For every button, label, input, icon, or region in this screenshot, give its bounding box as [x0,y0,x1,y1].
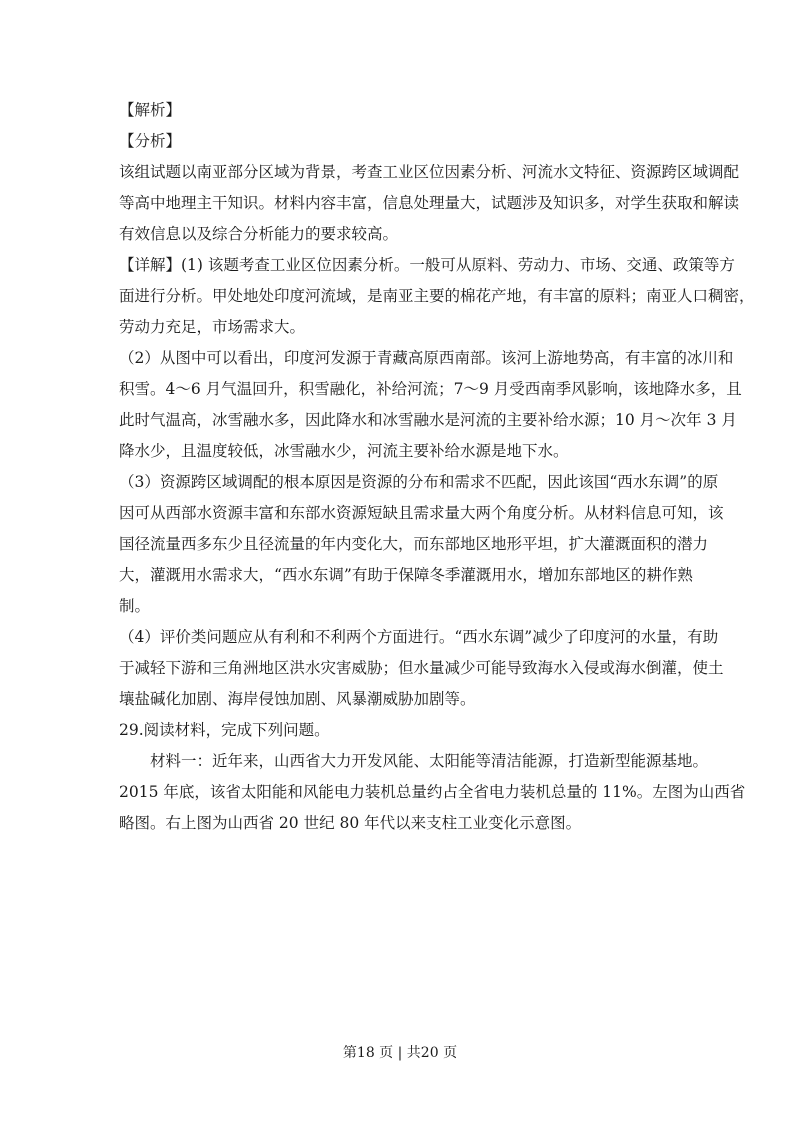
part2-line: 降水少，且温度较低，冰雪融水少，河流主要补给水源是地下水。 [119,442,569,460]
detail-line: 【详解】(1) 该题考查工业区位因素分析。一般可从原料、劳动力、市场、交通、政策等方 [119,256,735,274]
part2-line: （2）从图中可以看出，印度河发源于青藏高原西南部。该河上游地势高，有丰富的冰川和 [119,349,734,367]
part2-line: 积雪。4～6 月气温回升，积雪融化，补给河流；7～9 月受西南季风影响，该地降水多，且 [119,380,742,398]
page-footer: 第18 页 | 共20 页 [342,1045,458,1061]
material-line: 2015 年底，该省太阳能和风能电力装机总量约占全省电力装机总量的 11%。左图为山西省 [119,783,746,801]
detail-line: 劳动力充足，市场需求大。 [119,318,306,336]
part3-line: 国径流量西多东少且径流量的年内变化大，而东部地区地形平坦，扩大灌溉面积的潜力 [119,535,709,553]
analysis-line: 有效信息以及综合分析能力的要求较高。 [119,225,399,243]
heading-jiexi: 【解析】 [119,101,182,119]
page-content [119,100,755,833]
material-line: 略图。右上图为山西省 20 世纪 80 年代以来支柱工业变化示意图。 [119,814,582,832]
part4-line: （4）评价类问题应从有利和不利两个方面进行。“西水东调”减少了印度河的水量，有助 [119,628,719,646]
part3-line: 制。 [119,597,151,615]
part3-line: 大，灌溉用水需求大，“西水东调”有助于保障冬季灌溉用水，增加东部地区的耕作熟 [119,566,693,584]
part3-line: （3）资源跨区域调配的根本原因是资源的分布和需求不匹配，因此该国“西水东调”的原 [119,473,719,491]
material-line: 材料一：近年来，山西省大力开发风能、太阳能等清洁能源，打造新型能源基地。 [150,752,709,770]
heading-fenxi: 【分析】 [119,132,182,150]
part3-line: 因可从西部水资源丰富和东部水资源短缺且需求量大两个角度分析。从材料信息可知，该 [119,504,724,522]
part2-line: 此时气温高，冰雪融水多，因此降水和冰雪融水是河流的主要补给水源；10 月～次年 3 月 [119,411,737,429]
question-title: 29.阅读材料，完成下列问题。 [119,721,330,739]
detail-line: 面进行分析。甲处地处印度河流域，是南亚主要的棉花产地，有丰富的原料；南亚人口稠密， [119,287,755,305]
part4-line: 于减轻下游和三角洲地区洪水灾害威胁；但水量减少可能导致海水入侵或海水倒灌，使土 [119,659,724,677]
analysis-line: 等高中地理主干知识。材料内容丰富，信息处理量大，试题涉及知识多，对学生获取和解读 [119,194,740,212]
analysis-line: 该组试题以南亚部分区域为背景，考查工业区位因素分析、河流水文特征、资源跨区域调配 [119,163,740,181]
part4-line: 壤盐碱化加剧、海岸侵蚀加剧、风暴潮威胁加剧等。 [119,690,476,708]
